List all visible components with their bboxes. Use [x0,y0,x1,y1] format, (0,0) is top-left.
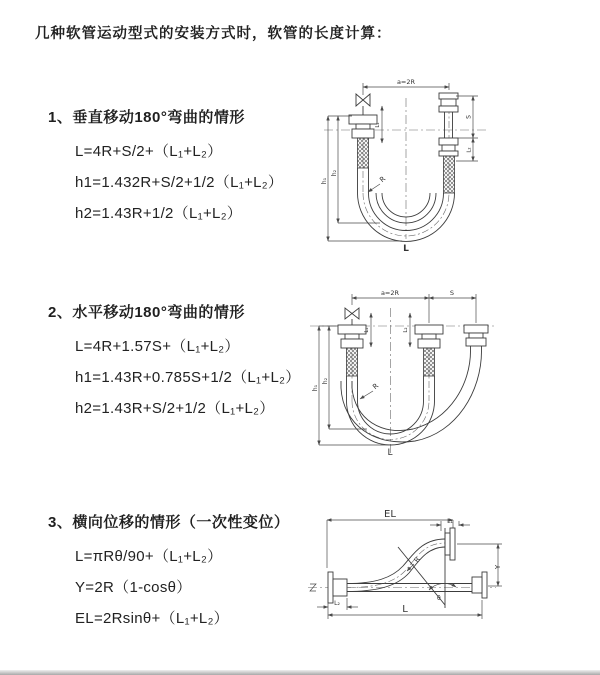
dim-label-el: EL [384,509,396,520]
upper-flange-fitting [445,528,455,560]
formula-el: EL=2Rsinθ+（L₁+L₂） [75,610,229,627]
section-vertical-movement [48,106,283,229]
dim-label-l2: L₂ [466,147,473,153]
formula-y: Y=2R（1-cosθ） [75,579,192,596]
dim-label-l1: L₁ [447,518,453,525]
page-bottom-edge [0,670,600,675]
length-label: L [403,244,409,254]
angle-label: θ [437,595,441,602]
dim-label-l2: L₂ [334,600,340,607]
dim-label-h2: h₂ [331,169,338,177]
dim-label-l2: L₂ [403,327,409,333]
dim-label-s: S [449,289,455,297]
radius-leader [368,184,380,192]
diagram-horizontal-bend [305,283,598,463]
section-2-formulas [75,331,301,424]
section-1-heading: 1、垂直移动180°弯曲的情形 [48,109,245,126]
radius-label: R [371,381,381,392]
diagram-2-svg [305,283,598,463]
section-3-formulas [75,541,289,634]
dim-label-span: a=2R [396,78,416,86]
dim-label-span: a=2R [380,289,400,297]
braided-hose-section [358,138,369,168]
braided-hose-section [444,156,455,193]
section-1-formulas [75,136,283,229]
left-flange-fitting [338,325,366,376]
valve-icon [345,308,359,325]
diagram-1-svg [306,73,596,258]
angle-arc [429,583,456,590]
section-2-heading: 2、水平移动180°弯曲的情形 [48,304,245,321]
radius-label: R [378,174,388,185]
formula-length: L=4R+S/2+（L₁+L₂） [75,143,223,160]
diagram-lateral-displacement [300,500,600,655]
right-flange-fitting [472,572,487,598]
diagram-3-svg [300,500,600,655]
dim-label-s: S [465,115,473,119]
braided-hose-section [347,348,358,376]
radius-leader [360,391,373,399]
dim-label-l1: L₁ [364,327,370,333]
diagram-vertical-bend [306,73,596,258]
hose-u-bend-position-b [341,351,482,442]
length-label: L [387,448,393,458]
right-flange-fitting [464,325,488,351]
dim-label-h1: h₁ [321,177,328,185]
formula-h2: h2=1.43R+1/2（L₁+L₂） [75,205,243,222]
dim-label-l1: L₁ [375,122,381,128]
valve-icon [356,94,370,115]
section-3-heading: 3、横向位移的情形（一次性变位） [48,514,290,531]
right-flange-fitting [439,93,458,193]
formula-h1: h1=1.432R+S/2+1/2（L₁+L₂） [75,174,284,191]
left-flange-fitting [328,572,347,603]
middle-flange-fitting [415,325,443,376]
page-title: 几种软管运动型式的安装方式时，软管的长度计算： [35,26,392,42]
section-lateral-displacement [48,511,289,634]
formula-length: L=πRθ/90+（L₁+L₂） [75,548,223,565]
section-horizontal-movement [48,301,301,424]
left-flange-fitting [349,115,377,168]
radius-label: R [412,555,423,565]
dim-label-y: Y [494,564,502,570]
length-label: L [402,604,408,615]
formula-length: L=4R+1.57S+（L₁+L₂） [75,338,240,355]
dim-label-h1: h₁ [312,384,319,392]
formula-h1: h1=1.43R+0.785S+1/2（L₁+L₂） [75,369,301,386]
formula-h2: h2=1.43R+S/2+1/2（L₁+L₂） [75,400,275,417]
braided-hose-section [424,348,435,376]
dim-label-h2: h₂ [322,377,329,385]
